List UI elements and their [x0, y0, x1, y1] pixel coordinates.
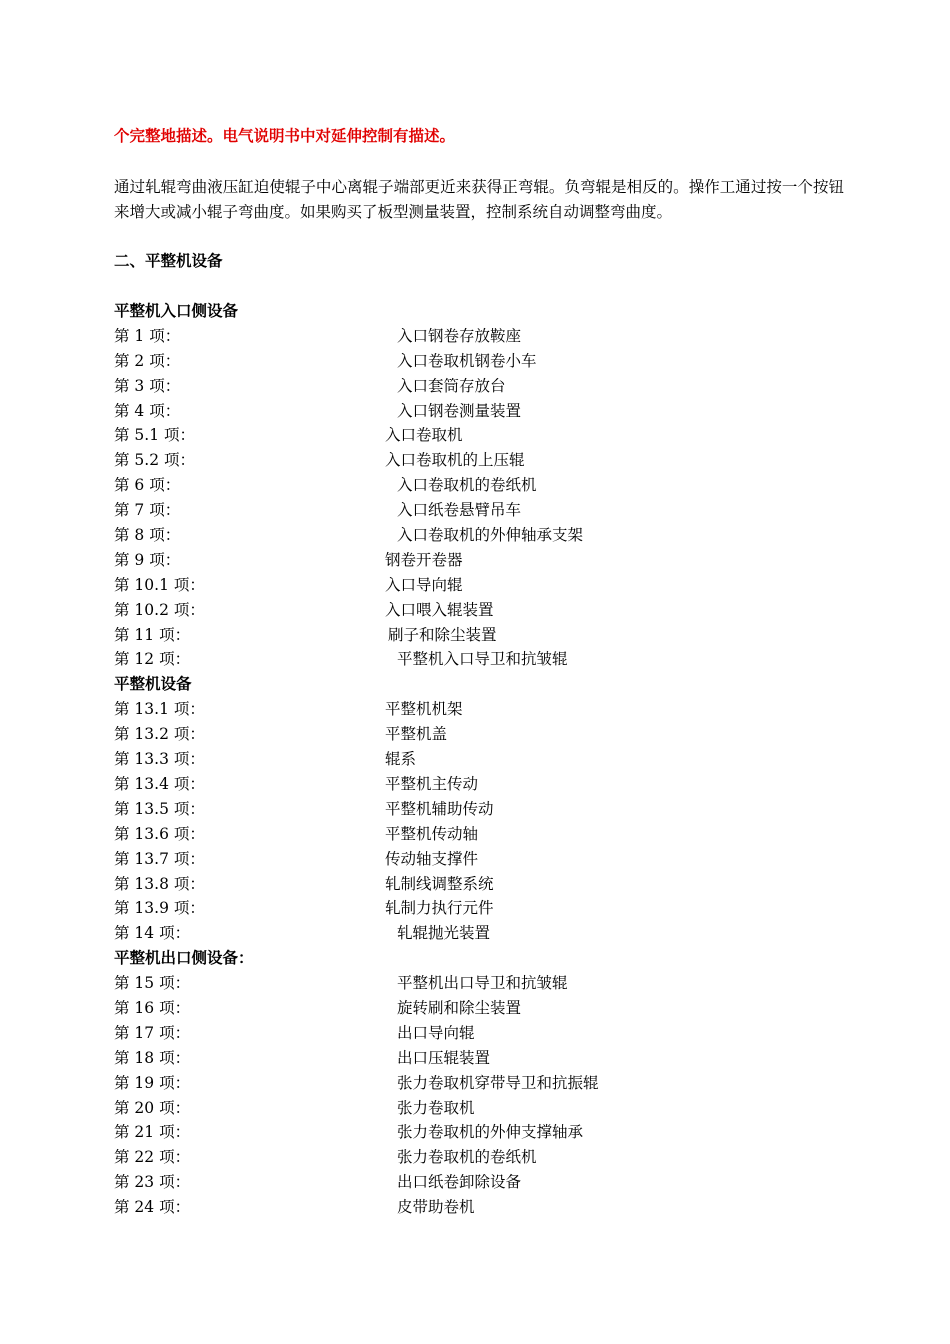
item-number: 第 20 项： — [114, 1098, 191, 1117]
body-paragraph: 通过轧辊弯曲液压缸迫使辊子中心离辊子端部更近来获得正弯辊。负弯辊是相反的。操作工通过按一个按钮来增大或减小辊子弯曲度。如果购买了板型测量装置，控制系统自动调整弯曲度。 — [114, 178, 844, 221]
equipment-item — [114, 772, 844, 797]
item-number: 第 18 项： — [114, 1048, 191, 1067]
item-description: 平整机盖 — [385, 725, 448, 744]
item-number: 第 4 项： — [114, 401, 181, 420]
item-description: 轧制力执行元件 — [385, 899, 494, 918]
group-title: 平整机入口侧设备 — [114, 302, 239, 320]
item-description: 张力卷取机的卷纸机 — [397, 1148, 537, 1167]
item-number: 第 1 项： — [114, 326, 181, 345]
item-number: 第 13.1 项： — [114, 700, 205, 719]
item-description: 入口喂入辊装置 — [385, 600, 494, 619]
item-description: 张力卷取机的外伸支撑轴承 — [397, 1123, 584, 1142]
equipment-item — [114, 722, 844, 747]
item-description: 辊系 — [385, 750, 417, 769]
item-number: 第 9 项： — [114, 550, 181, 569]
header-note: 个完整地描述。电气说明书中对延伸控制有描述。 — [114, 127, 456, 145]
equipment-item — [114, 872, 844, 897]
item-description: 张力卷取机 — [397, 1098, 475, 1117]
equipment-item — [114, 498, 844, 523]
equipment-item — [114, 697, 844, 722]
equipment-item — [114, 896, 844, 921]
item-number: 第 19 项： — [114, 1073, 191, 1092]
equipment-item — [114, 324, 844, 349]
equipment-item — [114, 399, 844, 424]
equipment-item — [114, 598, 844, 623]
equipment-group — [114, 299, 844, 672]
item-number: 第 8 项： — [114, 526, 181, 545]
item-number: 第 5.2 项： — [114, 451, 196, 470]
equipment-item — [114, 1170, 844, 1195]
equipment-item — [114, 1071, 844, 1096]
equipment-item — [114, 1096, 844, 1121]
item-description: 平整机入口导卫和抗皱辊 — [397, 650, 568, 669]
item-description: 入口钢卷存放鞍座 — [397, 326, 522, 345]
equipment-item — [114, 523, 844, 548]
equipment-item — [114, 971, 844, 996]
section-title: 二、平整机设备 — [114, 252, 223, 270]
item-description: 平整机出口导卫和抗皱辊 — [397, 974, 568, 993]
item-description: 入口纸卷悬臂吊车 — [397, 501, 522, 520]
item-number: 第 5.1 项： — [114, 426, 196, 445]
equipment-item — [114, 573, 844, 598]
item-description: 入口卷取机钢卷小车 — [397, 351, 537, 370]
equipment-item — [114, 1021, 844, 1046]
group-title: 平整机设备 — [114, 675, 192, 694]
item-number: 第 6 项： — [114, 476, 181, 495]
item-description: 入口套筒存放台 — [397, 376, 506, 395]
item-description: 入口卷取机的卷纸机 — [397, 476, 537, 495]
equipment-item — [114, 747, 844, 772]
equipment-item — [114, 847, 844, 872]
equipment-group — [114, 672, 844, 946]
item-number: 第 13.6 项： — [114, 824, 205, 843]
equipment-item — [114, 647, 844, 672]
equipment-item — [114, 822, 844, 847]
item-number: 第 7 项： — [114, 501, 181, 520]
item-description: 入口卷取机的上压辊 — [385, 451, 525, 470]
equipment-item — [114, 996, 844, 1021]
equipment-item — [114, 548, 844, 573]
item-description: 轧制线调整系统 — [385, 874, 494, 893]
equipment-item — [114, 623, 844, 648]
item-number: 第 17 项： — [114, 1023, 191, 1042]
document-page — [114, 124, 844, 1220]
equipment-item — [114, 423, 844, 448]
item-description: 出口压辊装置 — [397, 1048, 491, 1067]
item-number: 第 13.3 项： — [114, 750, 205, 769]
group-title: 平整机出口侧设备： — [114, 949, 254, 968]
item-number: 第 13.9 项： — [114, 899, 205, 918]
item-number: 第 23 项： — [114, 1173, 191, 1192]
item-number: 第 13.8 项： — [114, 874, 205, 893]
item-number: 第 3 项： — [114, 376, 181, 395]
item-description: 平整机辅助传动 — [385, 799, 494, 818]
equipment-item — [114, 797, 844, 822]
item-description: 出口导向辊 — [397, 1023, 475, 1042]
equipment-group — [114, 946, 844, 1220]
item-description: 平整机机架 — [385, 700, 463, 719]
item-number: 第 11 项： — [114, 625, 191, 644]
item-description: 平整机传动轴 — [385, 824, 479, 843]
item-description: 入口卷取机 — [385, 426, 463, 445]
item-number: 第 10.1 项： — [114, 575, 205, 594]
equipment-item — [114, 473, 844, 498]
item-description: 旋转刷和除尘装置 — [397, 998, 522, 1017]
equipment-item — [114, 448, 844, 473]
item-number: 第 22 项： — [114, 1148, 191, 1167]
equipment-groups — [114, 299, 844, 1220]
item-number: 第 14 项： — [114, 924, 191, 943]
item-number: 第 13.4 项： — [114, 774, 205, 793]
item-number: 第 24 项： — [114, 1198, 191, 1217]
item-number: 第 2 项： — [114, 351, 181, 370]
item-description: 入口卷取机的外伸轴承支架 — [397, 526, 584, 545]
item-description: 钢卷开卷器 — [385, 550, 463, 569]
item-description: 传动轴支撑件 — [385, 849, 479, 868]
item-description: 刷子和除尘装置 — [388, 625, 497, 644]
item-number: 第 13.2 项： — [114, 725, 205, 744]
item-number: 第 16 项： — [114, 998, 191, 1017]
equipment-item — [114, 374, 844, 399]
item-description: 轧辊抛光装置 — [397, 924, 491, 943]
item-number: 第 10.2 项： — [114, 600, 205, 619]
item-number: 第 21 项： — [114, 1123, 191, 1142]
item-number: 第 13.7 项： — [114, 849, 205, 868]
item-number: 第 13.5 项： — [114, 799, 205, 818]
equipment-item — [114, 1195, 844, 1220]
equipment-item — [114, 1046, 844, 1071]
item-description: 入口钢卷测量装置 — [397, 401, 522, 420]
item-description: 入口导向辊 — [385, 575, 463, 594]
equipment-item — [114, 921, 844, 946]
item-description: 皮带助卷机 — [397, 1198, 475, 1217]
item-description: 平整机主传动 — [385, 774, 479, 793]
equipment-item — [114, 349, 844, 374]
equipment-item — [114, 1120, 844, 1145]
item-number: 第 12 项： — [114, 650, 191, 669]
item-description: 张力卷取机穿带导卫和抗振辊 — [397, 1073, 599, 1092]
item-description: 出口纸卷卸除设备 — [397, 1173, 522, 1192]
equipment-item — [114, 1145, 844, 1170]
item-number: 第 15 项： — [114, 974, 191, 993]
